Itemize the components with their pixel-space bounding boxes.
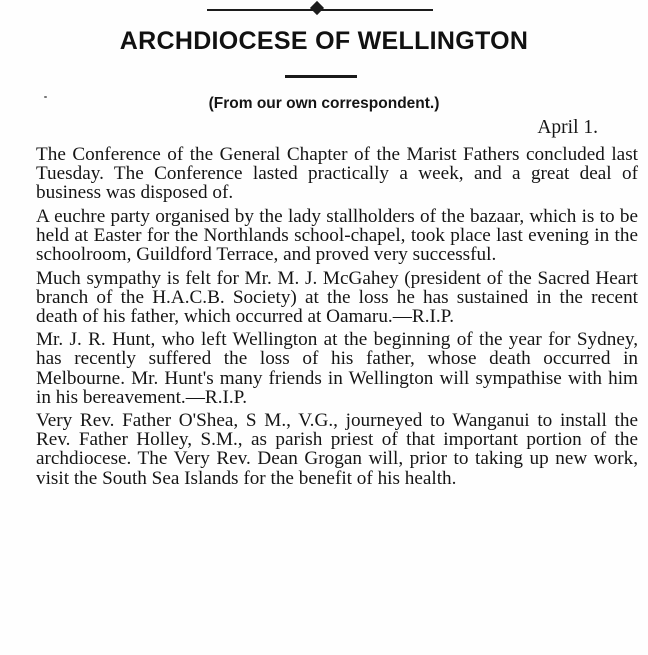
headline-divider <box>285 75 357 78</box>
article-paragraph: Much sympathy is felt for Mr. M. J. McGahey (president of the Sacred Heart branch of the H.A.C.B. Society) at the loss he has sustained in the recent death of his father, which occurred at Oamaru.—R.I.P. <box>36 267 638 327</box>
article-paragraph: Very Rev. Father O'Shea, S M., V.G., journeyed to Wanganui to install the Rev. Father Holley, S.M., as parish priest of that important portion of the archdiocese. The Very Rev. Dean Grogan will, prior to taking up new work, visit the South Sea Islands for the benefit of his health. <box>36 410 638 489</box>
article-paragraph: A euchre party organised by the lady stallholders of the bazaar, which is to be held at Easter for the Northlands school-chapel, took place last evening in the schoolroom, Guildford Terrace, and proved very successful. <box>36 205 638 265</box>
ornament-diamond-icon <box>310 1 324 15</box>
article-byline: (From our own correspondent.) <box>208 95 440 112</box>
article-body <box>36 145 638 492</box>
article-paragraph: Mr. J. R. Hunt, who left Wellington at the beginning of the year for Sydney, has recently suffered the loss of his father, whose death occurred in Melbourne. Mr. Hunt's many friends in Wellington will sympathise with him in his bereavement.—R.I.P. <box>36 329 638 408</box>
article-paragraph: The Conference of the General Chapter of the Marist Fathers concluded last Tuesday. The Conference lasted practically a week, and a great deal of business was disposed of. <box>36 144 638 204</box>
article-headline: ARCHDIOCESE OF WELLINGTON <box>119 27 529 55</box>
article-dateline: April 1. <box>537 117 598 138</box>
